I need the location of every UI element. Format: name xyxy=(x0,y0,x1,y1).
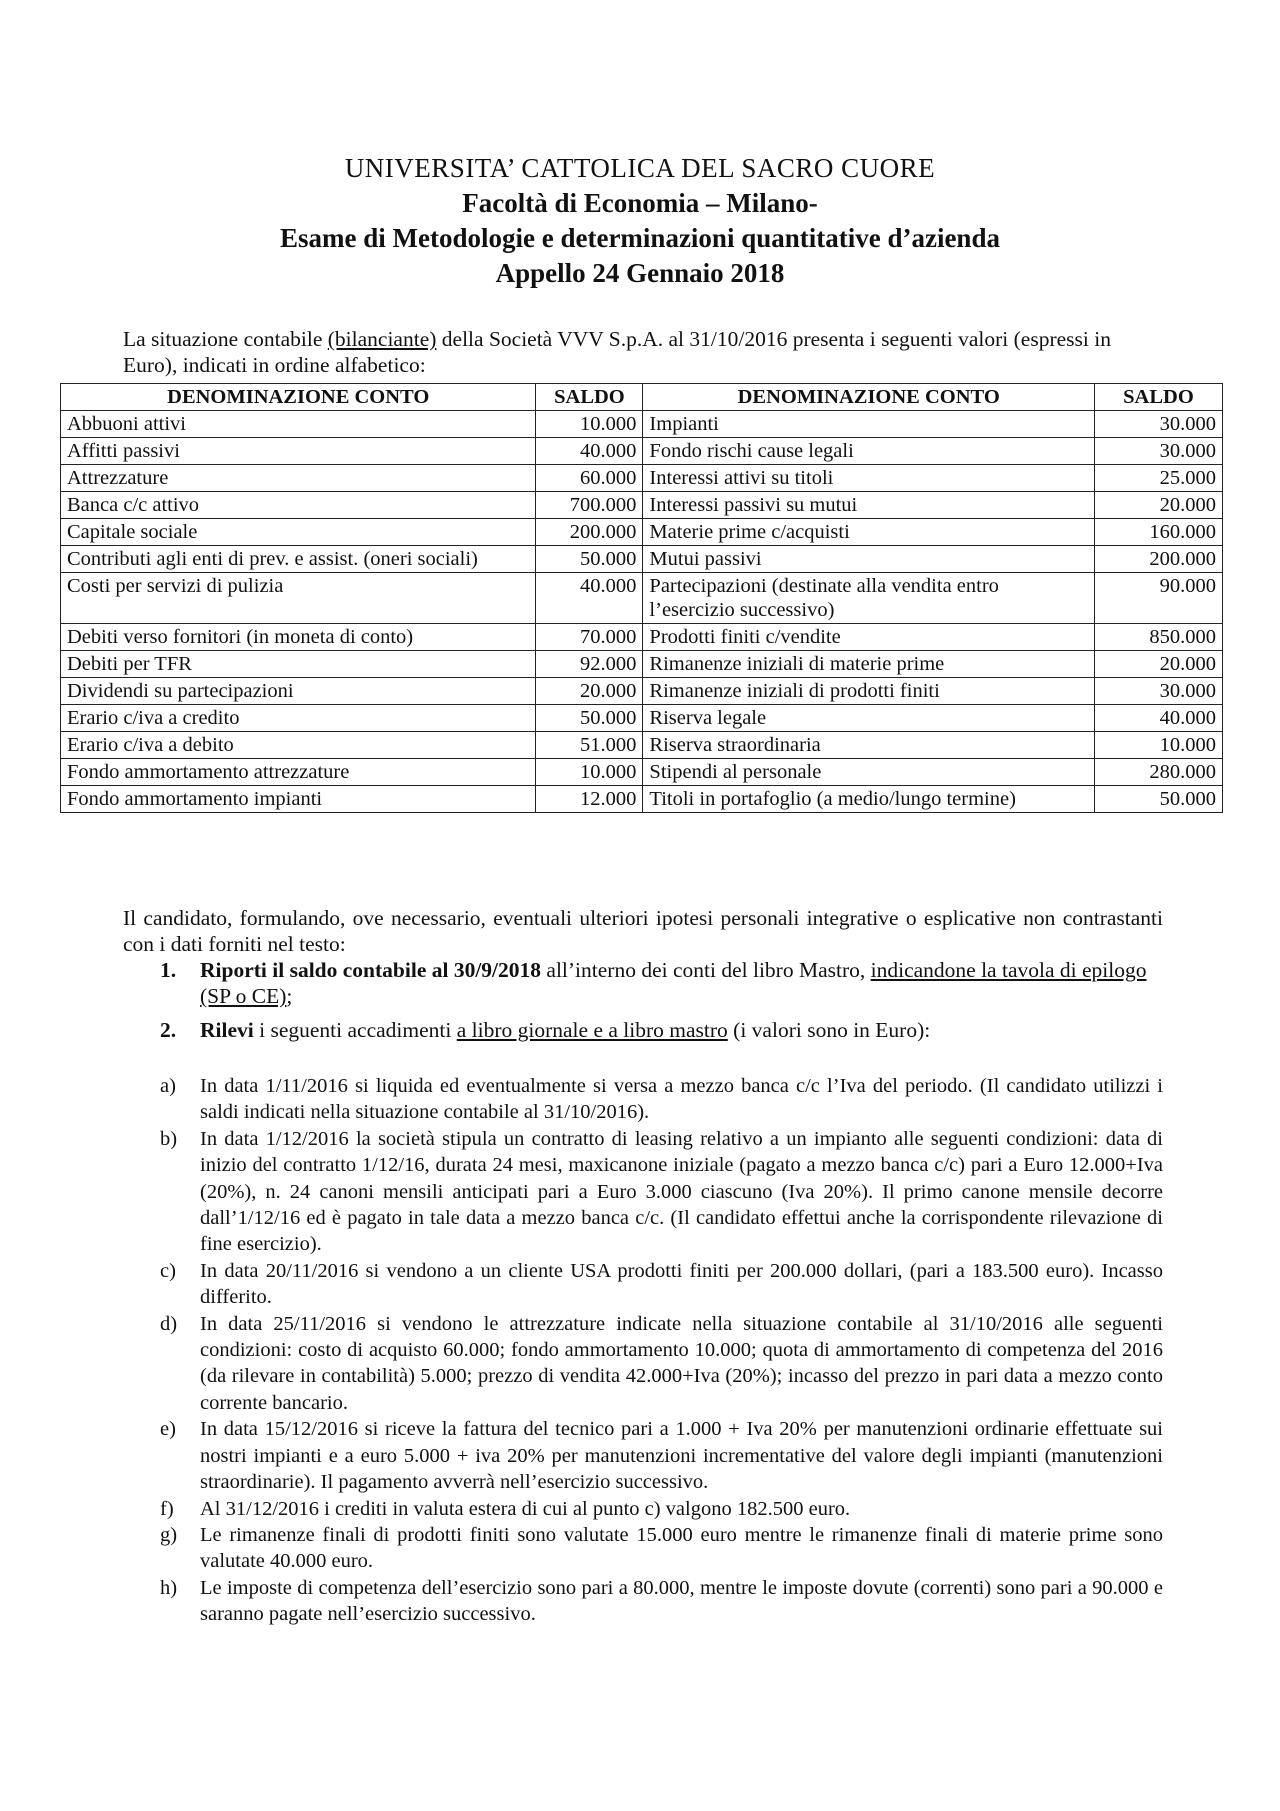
account-balance: 70.000 xyxy=(536,624,643,651)
task-1-text xyxy=(200,957,1160,1009)
instructions-paragraph: Il candidato, formulando, ove necessario, eventuali ulteriori ipotesi personali integrative o esplicative non contrastanti con i dati forniti nel testo: xyxy=(123,906,1163,956)
account-balance: 25.000 xyxy=(1094,465,1222,492)
task-2-bold: Rilevi xyxy=(200,1018,254,1042)
list-item xyxy=(160,1522,1163,1575)
account-balance: 20.000 xyxy=(536,678,643,705)
item-label: h) xyxy=(160,1576,178,1599)
account-balance: 200.000 xyxy=(536,519,643,546)
account-balance: 200.000 xyxy=(1094,546,1222,573)
account-name: Debiti verso fornitori (in moneta di conto) xyxy=(61,624,536,651)
account-name: Erario c/iva a credito xyxy=(61,705,536,732)
task-1-bold: Riporti il saldo contabile al 30/9/2018 xyxy=(200,958,542,982)
account-name: Materie prime c/acquisti xyxy=(643,519,1095,546)
exam-session: Appello 24 Gennaio 2018 xyxy=(495,258,785,288)
account-balance: 60.000 xyxy=(536,465,643,492)
account-name: Interessi attivi su titoli xyxy=(643,465,1095,492)
list-item xyxy=(160,1258,1163,1311)
table-row xyxy=(61,678,1223,705)
account-name: Attrezzature xyxy=(61,465,536,492)
account-balance: 40.000 xyxy=(536,573,643,624)
account-name: Partecipazioni (destinate alla vendita entro l’esercizio successivo) xyxy=(643,573,1095,624)
item-label: f) xyxy=(160,1497,174,1520)
account-name: Impianti xyxy=(643,411,1095,438)
col-header-account-left: DENOMINAZIONE CONTO xyxy=(61,384,536,411)
account-name: Fondo ammortamento impianti xyxy=(61,786,536,813)
list-item xyxy=(160,1126,1163,1258)
account-balance: 10.000 xyxy=(536,759,643,786)
col-header-balance-left: SALDO xyxy=(536,384,643,411)
exam-title: Esame di Metodologie e determinazioni quantitative d’azienda xyxy=(280,223,1000,253)
account-name: Abbuoni attivi xyxy=(61,411,536,438)
item-text: Al 31/12/2016 i crediti in valuta estera di cui al punto c) valgono 182.500 euro. xyxy=(200,1497,851,1520)
task-2-plain: i seguenti accadimenti xyxy=(253,1018,457,1042)
task-1-plain: all’interno dei conti del libro Mastro, xyxy=(541,958,871,982)
account-balance: 20.000 xyxy=(1094,651,1222,678)
intro-text-2: della Società VVV S.p.A. al 31/10/2016 presenta i seguenti valori (espressi in Euro), indicati in ordine alfabetico: xyxy=(123,327,1111,377)
task-2-number: 2. xyxy=(160,1018,177,1042)
table-row xyxy=(61,786,1223,813)
account-name: Interessi passivi su mutui xyxy=(643,492,1095,519)
account-balance: 50.000 xyxy=(1094,786,1222,813)
account-balance: 280.000 xyxy=(1094,759,1222,786)
accounts-table xyxy=(60,383,1223,813)
item-text: In data 15/12/2016 si riceve la fattura del tecnico pari a 1.000 + Iva 20% per manutenzioni ordinarie effettuate sui nostri impianti e a euro 5.000 + iva 20% per manutenzioni incrementative del valore degli impianti (manutenzioni straordinarie). Il pagamento avverrà nell’esercizio successivo. xyxy=(200,1418,1163,1494)
account-name: Capitale sociale xyxy=(61,519,536,546)
table-row xyxy=(61,651,1223,678)
account-name: Fondo ammortamento attrezzature xyxy=(61,759,536,786)
account-name: Prodotti finiti c/vendite xyxy=(643,624,1095,651)
intro-paragraph xyxy=(123,326,1163,378)
account-balance: 10.000 xyxy=(536,411,643,438)
item-text: Le imposte di competenza dell’esercizio sono pari a 80.000, mentre le imposte dovute (correnti) sono pari a 90.000 e saranno pagate nell’esercizio successivo. xyxy=(200,1576,1163,1626)
item-text: In data 1/11/2016 si liquida ed eventualmente si versa a mezzo banca c/c l’Iva del periodo. (Il candidato utilizzi i saldi indicati nella situazione contabile al 31/10/2016). xyxy=(200,1075,1163,1124)
item-label: d) xyxy=(160,1312,178,1335)
list-item xyxy=(160,1073,1163,1126)
university-name: UNIVERSITA’ CATTOLICA DEL SACRO CUORE xyxy=(344,153,936,183)
table-row xyxy=(61,624,1223,651)
account-balance: 51.000 xyxy=(536,732,643,759)
account-name: Debiti per TFR xyxy=(61,651,536,678)
faculty-name: Facoltà di Economia – Milano- xyxy=(462,188,818,218)
table-header-row xyxy=(61,384,1223,411)
col-header-balance-right: SALDO xyxy=(1094,384,1222,411)
account-name: Titoli in portafoglio (a medio/lungo termine) xyxy=(643,786,1095,813)
task-1-end: ; xyxy=(286,984,293,1008)
account-balance: 40.000 xyxy=(1094,705,1222,732)
account-balance: 50.000 xyxy=(536,705,643,732)
document-header xyxy=(0,150,1280,291)
account-balance: 30.000 xyxy=(1094,411,1222,438)
account-balance: 92.000 xyxy=(536,651,643,678)
item-label: c) xyxy=(160,1259,176,1282)
table-row xyxy=(61,519,1223,546)
account-balance: 50.000 xyxy=(536,546,643,573)
col-header-account-right: DENOMINAZIONE CONTO xyxy=(643,384,1095,411)
task-2-text xyxy=(200,1017,1160,1043)
item-label: a) xyxy=(160,1075,176,1097)
account-balance: 700.000 xyxy=(536,492,643,519)
account-name: Banca c/c attivo xyxy=(61,492,536,519)
intro-underlined: (bilanciante) xyxy=(327,327,437,351)
account-balance: 10.000 xyxy=(1094,732,1222,759)
account-name: Stipendi al personale xyxy=(643,759,1095,786)
account-name: Affitti passivi xyxy=(61,438,536,465)
item-text: In data 1/12/2016 la società stipula un contratto di leasing relativo a un impianto alle seguenti condizioni: data di inizio del contratto 1/12/16, durata 24 mesi, maxicanone iniziale (pagato a mezzo banca c/c) pari a Euro 12.000+Iva (20%), n. 24 canoni mensili anticipati pari a Euro 3.000 ciascuno (Iva 20%). Il primo canone mensile decorre dall’1/12/16 ed è pagato in tale data a mezzo banca c/c. (Il candidato effettui anche la corrispondente rilevazione di fine esercizio). xyxy=(200,1127,1163,1256)
item-label: e) xyxy=(160,1418,176,1441)
account-name: Dividendi su partecipazioni xyxy=(61,678,536,705)
table-row xyxy=(61,465,1223,492)
account-name: Contributi agli enti di prev. e assist. (oneri sociali) xyxy=(61,546,536,573)
table-row xyxy=(61,492,1223,519)
account-name: Riserva straordinaria xyxy=(643,732,1095,759)
item-text: In data 25/11/2016 si vendono le attrezzature indicate nella situazione contabile al 31/10/2016 alle seguenti condizioni: costo di acquisto 60.000; fondo ammortamento 10.000; quota di ammortamento di competenza del 2016 (da rilevare in contabilità) 5.000; prezzo di vendita 42.000+Iva (20%); incasso del prezzo in pari data a mezzo conto corrente bancario. xyxy=(200,1312,1163,1414)
account-balance: 850.000 xyxy=(1094,624,1222,651)
item-text: Le rimanenze finali di prodotti finiti sono valutate 15.000 euro mentre le rimanenze finali di materie prime sono valutate 40.000 euro. xyxy=(200,1523,1163,1573)
account-balance: 160.000 xyxy=(1094,519,1222,546)
table-row xyxy=(61,573,1223,624)
list-item xyxy=(160,1575,1163,1628)
account-name: Costi per servizi di pulizia xyxy=(61,573,536,624)
account-name: Fondo rischi cause legali xyxy=(643,438,1095,465)
item-label: b) xyxy=(160,1127,178,1150)
list-item xyxy=(160,1496,1163,1522)
table-row xyxy=(61,759,1223,786)
task-2-end: (i valori sono in Euro): xyxy=(727,1018,931,1042)
task-1-number: 1. xyxy=(160,958,177,982)
account-balance: 30.000 xyxy=(1094,438,1222,465)
account-balance: 90.000 xyxy=(1094,573,1222,624)
item-text: In data 20/11/2016 si vendono a un cliente USA prodotti finiti per 200.000 dollari, (pari a 183.500 euro). Incasso differito. xyxy=(200,1259,1163,1309)
account-name: Rimanenze iniziali di prodotti finiti xyxy=(643,678,1095,705)
table-row xyxy=(61,732,1223,759)
account-name: Rimanenze iniziali di materie prime xyxy=(643,651,1095,678)
task-2-underlined: a libro giornale e a libro mastro xyxy=(456,1018,728,1042)
intro-text-1: La situazione contabile xyxy=(123,327,328,351)
list-item xyxy=(160,1311,1163,1417)
table-row xyxy=(61,546,1223,573)
account-name: Mutui passivi xyxy=(643,546,1095,573)
list-item xyxy=(160,1416,1163,1495)
account-balance: 20.000 xyxy=(1094,492,1222,519)
task-1-underlined: indicandone la tavola di epilogo (SP o CE) xyxy=(200,958,1147,1008)
account-name: Erario c/iva a debito xyxy=(61,732,536,759)
account-balance: 30.000 xyxy=(1094,678,1222,705)
events-list xyxy=(160,1073,1163,1628)
account-balance: 12.000 xyxy=(536,786,643,813)
account-name: Riserva legale xyxy=(643,705,1095,732)
table-row xyxy=(61,705,1223,732)
table-row xyxy=(61,438,1223,465)
table-row xyxy=(61,411,1223,438)
account-balance: 40.000 xyxy=(536,438,643,465)
item-label: g) xyxy=(160,1523,178,1546)
